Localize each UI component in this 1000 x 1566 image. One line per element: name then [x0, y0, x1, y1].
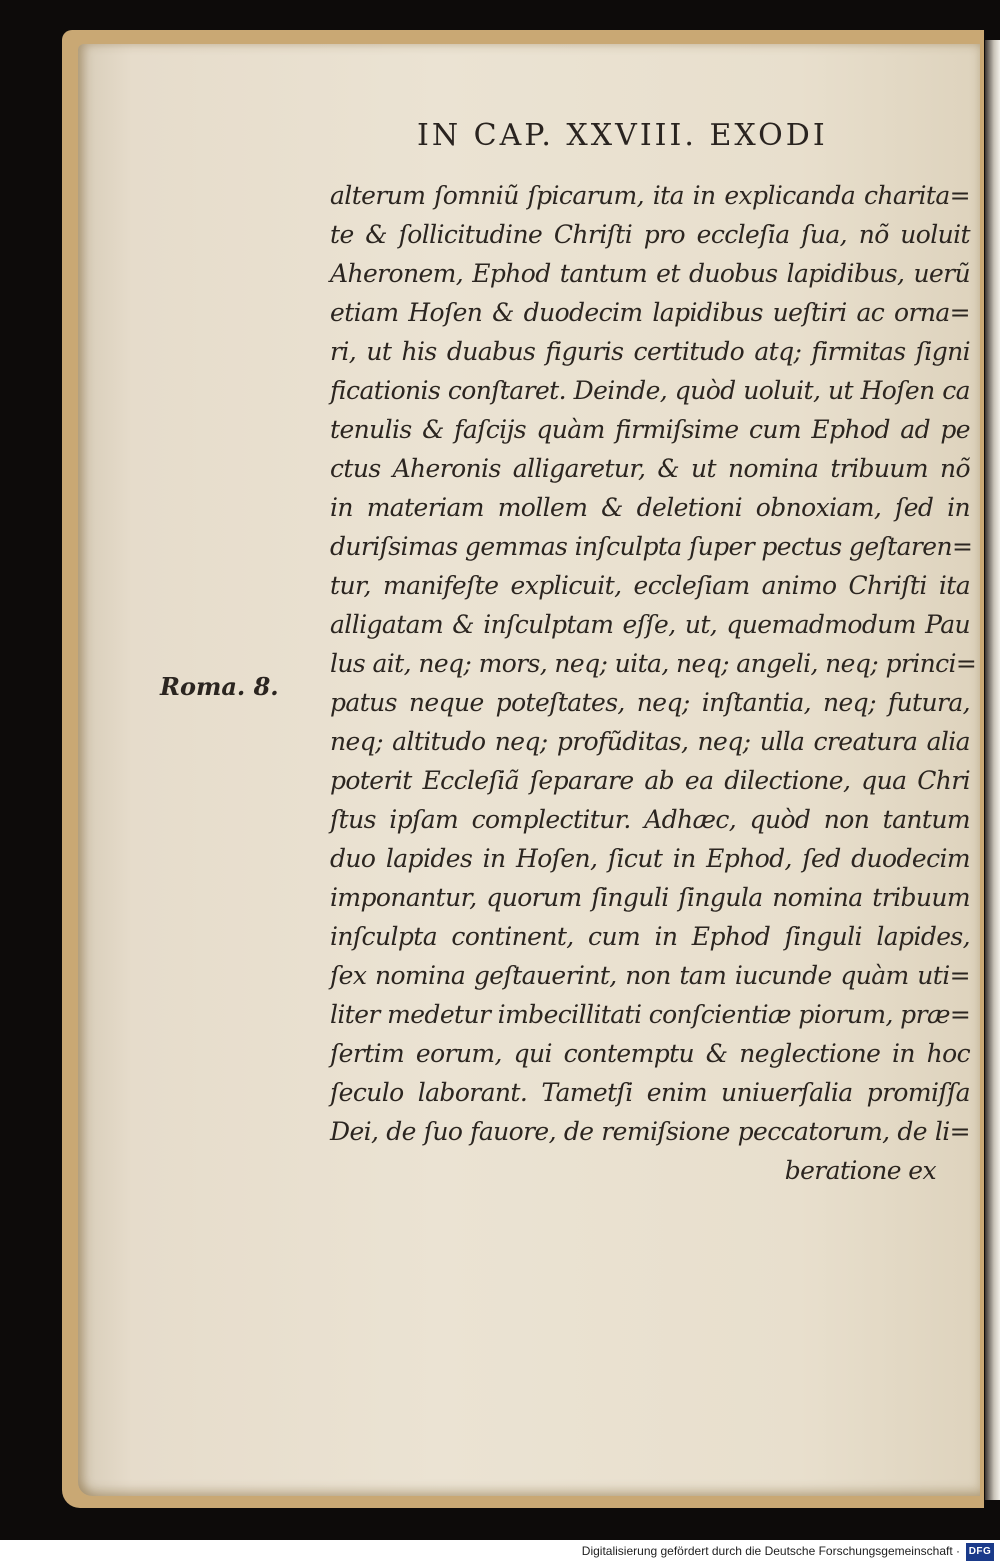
text-line: lus ait, neq; mors, neq; uita, neq; angeli, neq; princi= [330, 649, 977, 678]
text-line: in materiam mollem & deletioni obnoxiam, ſed in [330, 493, 970, 522]
text-line: ri, ut his duabus figuris certitudo atq; firmitas ſigni [330, 337, 970, 366]
running-head: IN CAP. XXVIII. EXODI [417, 118, 828, 153]
text-line: inſculpta continent, cum in Ephod ſinguli lapides, [330, 922, 970, 951]
text-line: duo lapides in Hoſen, ſicut in Ephod, ſed duodecim [330, 844, 970, 873]
text-line: alligatam & inſculptam eſſe, ut, quemadmodum Pau [330, 610, 970, 639]
text-line: ctus Aheronis alligaretur, & ut nomina tribuum nõ [330, 454, 970, 483]
text-line: liter medetur imbecillitati conſcientiæ piorum, præ= [330, 1000, 971, 1029]
text-line: ſertim eorum, qui contemptu & neglectione in hoc [330, 1039, 970, 1068]
text-line: poterit Eccleſiã ſeparare ab ea dilectione, qua Chri [330, 766, 970, 795]
text-line: imponantur, quorum ſinguli ſingula nomina tribuum [330, 883, 970, 912]
text-line: Aheronem, Ephod tantum et duobus lapidibus, uerũ [330, 259, 970, 288]
dfg-logo: DFG [966, 1543, 994, 1561]
text-line: tenulis & faſcijs quàm firmiſsime cum Ephod ad pe [330, 415, 970, 444]
text-line: neq; altitudo neq; profũditas, neq; ulla creatura alia [330, 727, 970, 756]
text-line: patus neque poteſtates, neq; inſtantia, neq; futura, [330, 688, 970, 717]
scan-right-edge [985, 40, 1000, 1500]
funding-credit: Digitalisierung gefördert durch die Deutsche Forschungsgemeinschaft · [581, 1544, 960, 1558]
text-line: ſtus ipſam complectitur. Adhæc, quòd non tantum [330, 805, 970, 834]
text-line: alterum ſomniũ ſpicarum, ita in explicanda charita= [330, 181, 970, 210]
footer-bar [0, 1540, 1000, 1566]
body-text [330, 176, 977, 1190]
text-line: beratione ex [784, 1156, 936, 1185]
text-line: tur, manifeſte explicuit, eccleſiam animo Chriſti ita [330, 571, 970, 600]
text-line: etiam Hoſen & duodecim lapidibus ueſtiri ac orna= [330, 298, 970, 327]
text-line: ſeculo laborant. Tametſi enim uniuerſalia promiſſa [330, 1078, 970, 1107]
margin-note: Roma. 8. [160, 672, 279, 701]
text-line: te & ſollicitudine Chriſti pro eccleſia ſua, nõ uoluit [330, 220, 970, 249]
text-line: ſex nomina geſtauerint, non tam iucunde quàm uti= [330, 961, 970, 990]
text-line: Dei, de ſuo fauore, de remiſsione peccatorum, de li= [330, 1117, 970, 1146]
text-line: duriſsimas gemmas inſculpta ſuper pectus geſtaren= [330, 532, 973, 561]
text-line: ficationis conſtaret. Deinde, quòd uoluit, ut Hoſen ca [330, 376, 970, 405]
